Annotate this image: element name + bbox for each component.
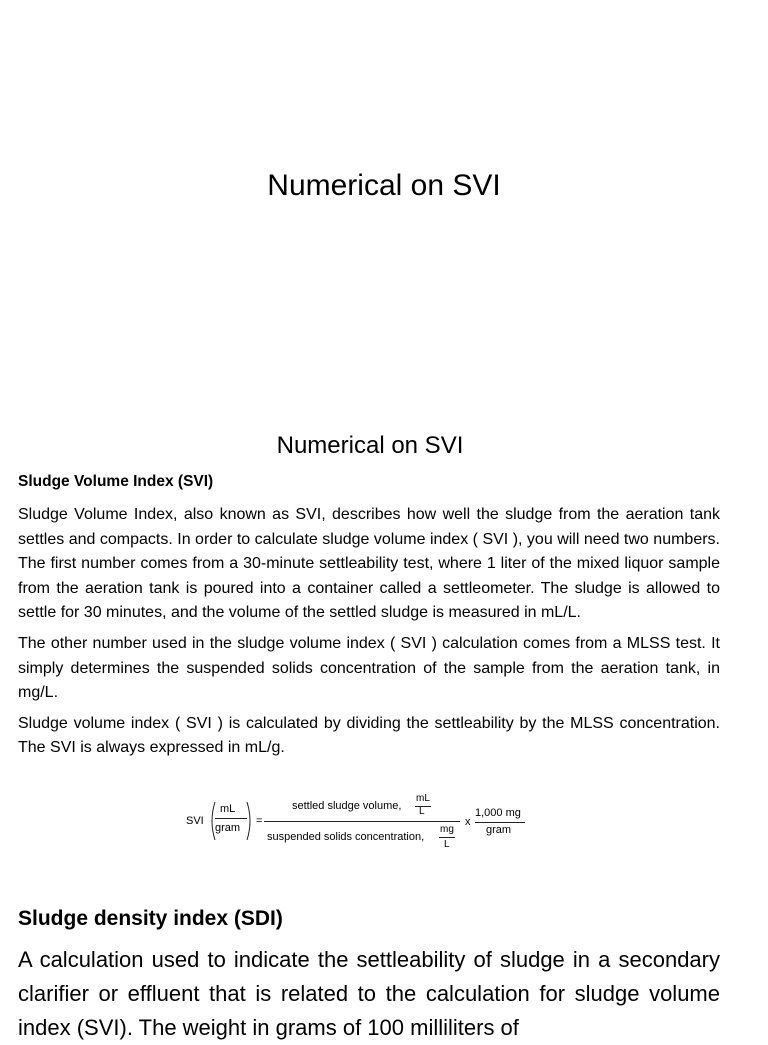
paragraph-svi-definition: Sludge Volume Index, also known as SVI, describes how well the sludge from the aeration tank settles and compacts. In order to calculate sludge volume index ( SVI ), you will need two numbers. The first number comes from a 30-minute settleability test, where 1 liter of the mixed liquor sample from the aeration tank is poured into a container called a settleometer. The sludge is allowed to settle for 30 minutes, and the volume of the settled sludge is measured in mL/L. <box>18 506 720 622</box>
formula-lhs-den: gram <box>215 822 241 834</box>
formula-lhs-fraction-line <box>215 818 247 819</box>
svi-content <box>18 471 720 767</box>
left-paren-icon <box>208 801 216 841</box>
formula-conversion-den: gram <box>486 824 512 836</box>
sdi-paragraph: A calculation used to indicate the settleability of sludge in a secondary clarifier or effluent that is related to the calculation for sludge volume index (SVI). The weight in grams of 100 milliliters of <box>18 947 720 1040</box>
formula-conversion-num: 1,000 mg <box>475 807 521 819</box>
svi-subheading: Sludge Volume Index (SVI) <box>18 473 214 490</box>
formula-numerator-unit-num: mL <box>416 793 430 804</box>
formula-numerator-unit-den: L <box>419 806 425 817</box>
formula-denominator-unit-line <box>439 837 455 838</box>
formula-conversion-line <box>475 822 525 823</box>
paragraph-mlss: The other number used in the sludge volume index ( SVI ) calculation comes from a MLSS test. It simply determines the suspended solids concentration of the sample from the aeration tank, in mg/L. <box>18 634 720 702</box>
formula-denominator-text: suspended solids concentration, <box>267 831 425 843</box>
formula-times: x <box>465 816 471 828</box>
svi-formula <box>184 791 530 855</box>
section-title: Numerical on SVI <box>276 432 464 459</box>
sdi-heading: Sludge density index (SDI) <box>18 907 283 930</box>
formula-numerator-text: settled sludge volume, <box>292 800 402 812</box>
formula-lhs-num: mL <box>220 803 236 815</box>
paragraph-svi-calculation: Sludge volume index ( SVI ) is calculated by dividing the settleability by the MLSS concentration. The SVI is always expressed in mL/g. <box>18 714 720 757</box>
slide-title: Numerical on SVI <box>267 169 501 202</box>
formula-equals: = <box>256 815 263 827</box>
formula-lhs: SVI <box>186 815 204 827</box>
formula-denominator-unit-num: mg <box>440 824 454 835</box>
right-paren-icon <box>246 801 254 841</box>
formula-main-fraction-line <box>264 821 460 822</box>
formula-denominator-unit-den: L <box>444 839 450 850</box>
